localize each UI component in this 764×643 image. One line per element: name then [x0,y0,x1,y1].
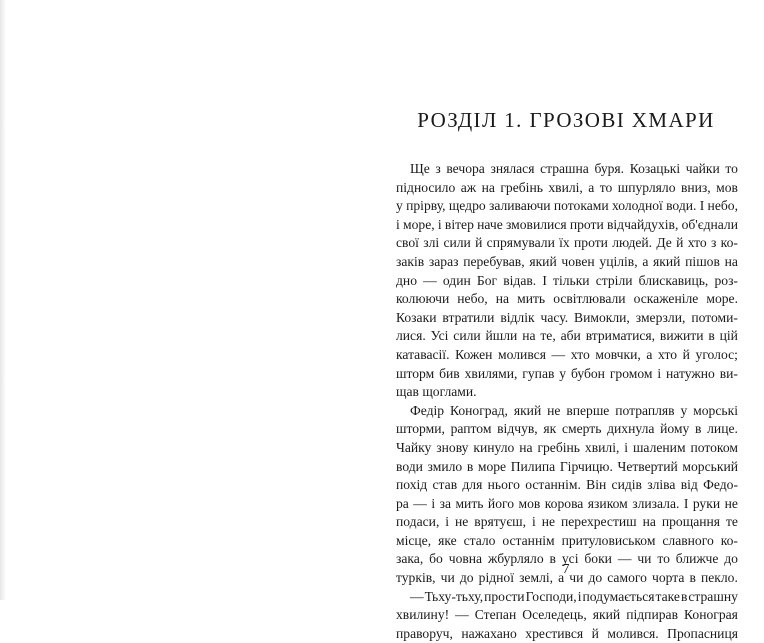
text-line: похід став для нього останнім. Він сидів зліва від Федо- [396,477,738,493]
text-line: турків, чи до рідної землі, а чи до самого чорта в пекло. [396,570,738,586]
text-line: катавасії. Кожен молився — хто мовчки, а хто й уголос; [396,346,738,362]
chapter-title: РОЗДІЛ 1. ГРОЗОВІ ХМАРИ [417,108,715,132]
text-line: дно — один Бог відав. І тільки стріли блискавиць, роз- [396,272,738,288]
text-line: хвилину! — Степан Оселедець, який підпирав Конограя [396,607,738,623]
text-line: місце, яке стало останнім притуловиськом славного ко- [396,532,738,548]
text-line: Чайку знову кинуло на гребінь хвилі, і шаленим потоком [396,439,738,455]
text-line: води змило в море Пилипа Гірчицю. Четвертий морський [396,458,738,474]
text-line: праворуч, нажахано хрестився й молився. Пропасниця [396,625,738,641]
text-line: підносило аж на гребінь хвилі, а то шпурляло вниз, мов [396,179,738,195]
text-line: зака, бо човна жбурляло в усі боки — чи то ближче до [396,551,738,567]
page-number: 7 [562,562,570,577]
text-line: і море, і вітер наче змовилися проти відчайдухів, об'єднали [396,216,738,232]
text-line: колюючи небо, на мить освітлювали оскаженіле море. [396,291,738,307]
text-line: свої злі сили й спрямували їх проти людей. Де й хто з ко- [396,235,738,251]
page-spine-shadow [0,0,6,600]
text-line: щав щоглами. [396,384,477,400]
text-line: шторми, раптом відчув, як смерть дихнула йому в лице. [396,421,738,437]
text-line: Козаки втратили відлік часу. Вимокли, змерзли, потоми- [396,309,738,325]
text-line: у прірву, щедро заливаючи потоками холодної води. І небо, [396,198,738,214]
text-line: ра — і за мить його мов корова язиком злизала. І руки не [396,495,738,511]
text-line: лися. Усі сили йшли на те, аби втриматися, вижити в цій [396,328,738,344]
text-line: — Тьху-тьху, прости Господи, і подумається таке в страшну [410,588,738,604]
text-line: шторм бив хвилями, гупав у бубон громом і натужно ви- [396,365,738,381]
text-line: подаси, і не врятуєш, і не перехрестиш на прощання те [396,514,738,530]
text-line: Федір Коноград, який не вперше потрапляв у морські [410,402,738,418]
text-line: заків зараз перебував, який човен уцілів, а який пішов на [396,253,738,269]
text-line: Ще з вечора знялася страшна буря. Козацькі чайки то [410,161,738,176]
